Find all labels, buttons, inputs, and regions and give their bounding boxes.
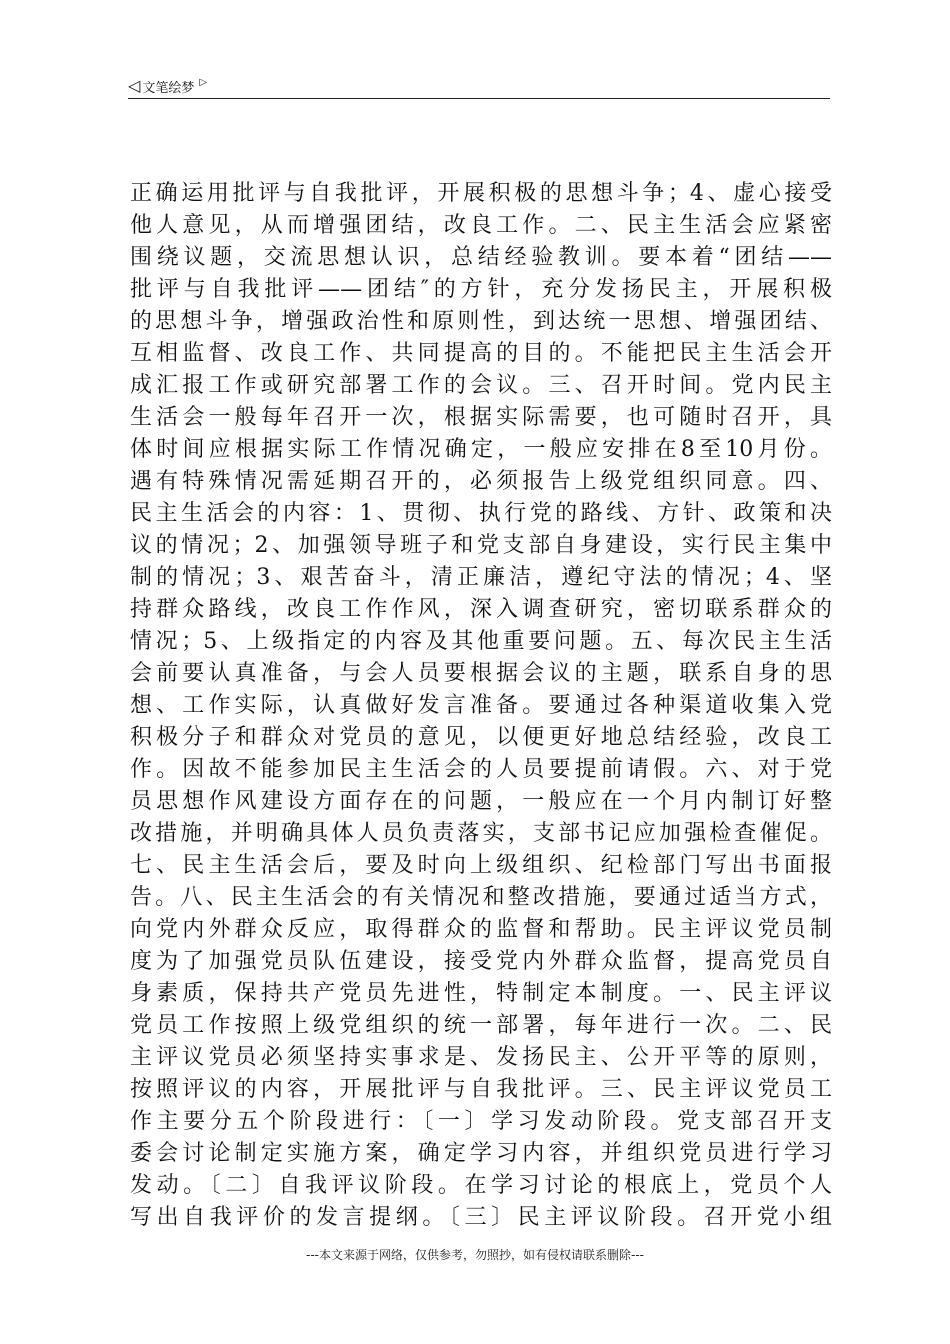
body-line: 正确运用批评与自我批评，开展积极的思想斗争；4、虚心接受 [130,181,832,206]
body-line: 积极分子和群众对党员的意见，以便更好地总结经验，改良工 [130,725,832,750]
body-line: 议的情况；2、加强领导班子和党支部自身建设，实行民主集中 [130,533,832,558]
body-line: 互相监督、改良工作、共同提高的目的。不能把民主生活会开 [130,341,832,366]
body-line: 按照评议的内容，开展批评与自我批评。三、民主评议党员工 [130,1077,832,1102]
body-line: 想、工作实际，认真做好发言准备。要通过各种渠道收集入党 [130,693,832,718]
body-line: 体时间应根据实际工作情况确定，一般应安排在8至10月份。 [130,437,832,462]
header-title: 文笔绘梦 [142,80,195,96]
body-line: 写出自我评价的发言提纲。〔三〕民主评议阶段。召开党小组 [130,1205,832,1230]
triangle-right-icon: ▷ [199,77,208,88]
body-line: 作主要分五个阶段进行：〔一〕学习发动阶段。党支部召开支 [130,1109,832,1134]
body-line: 向党内外群众反应，取得群众的监督和帮助。民主评议党员制 [130,917,832,942]
page-footer: ---本文来源于网络，仅供参考，勿照抄，如有侵权请联系删除--- [306,1248,644,1262]
body-line: 民主生活会的内容：1、贯彻、执行党的路线、方针、政策和决 [130,501,832,526]
body-line: 发动。〔二〕自我评议阶段。在学习讨论的根底上，党员个人 [130,1173,832,1198]
body-line: 党员工作按照上级党组织的统一部署，每年进行一次。二、民 [130,1013,832,1038]
page-header [128,74,830,99]
body-line: 遇有特殊情况需延期召开的，必须报告上级党组织同意。四、 [130,469,832,494]
triangle-left-icon: ◁ [128,76,141,95]
body-line: 度为了加强党员队伍建设，接受党内外群众监督，提高党员自 [130,949,832,974]
body-line: 员思想作风建设方面存在的问题，一般应在一个月内制订好整 [130,789,832,814]
body-line: 主评议党员必须坚持实事求是、发扬民主、公开平等的原则， [130,1045,832,1070]
body-line: 委会讨论制定实施方案，确定学习内容，并组织党员进行学习 [130,1141,832,1166]
body-line: 的思想斗争，增强政治性和原则性，到达统一思想、增强团结、 [130,309,832,334]
body-line: 告。八、民主生活会的有关情况和整改措施，要通过适当方式， [130,885,832,910]
body-line: 会前要认真准备，与会人员要根据会议的主题，联系自身的思 [130,661,832,686]
body-line: 情况；5、上级指定的内容及其他重要问题。五、每次民主生活 [130,629,832,654]
body-line: 持群众路线，改良工作作风，深入调查研究，密切联系群众的 [130,597,832,622]
body-line: 生活会一般每年召开一次，根据实际需要，也可随时召开，具 [130,405,832,430]
body-line: 制的情况；3、艰苦奋斗，清正廉洁，遵纪守法的情况；4、坚 [130,565,832,590]
body-line: 他人意见，从而增强团结，改良工作。二、民主生活会应紧密 [130,213,832,238]
body-line: 成汇报工作或研究部署工作的会议。三、召开时间。党内民主 [130,373,832,398]
body-line: 围绕议题，交流思想认识，总结经验教训。要本着“团结—— [130,245,832,270]
body-line: 批评与自我批评——团结″的方针，充分发扬民主，开展积极 [130,277,832,302]
body-line: 改措施，并明确具体人员负责落实，支部书记应加强检查催促。 [130,821,832,846]
body-line: 身素质，保持共产党员先进性，特制定本制度。一、民主评议 [130,981,832,1006]
document-body [130,178,832,1234]
body-line: 作。因故不能参加民主生活会的人员要提前请假。六、对于党 [130,757,832,782]
body-line: 七、民主生活会后，要及时向上级组织、纪检部门写出书面报 [130,853,832,878]
